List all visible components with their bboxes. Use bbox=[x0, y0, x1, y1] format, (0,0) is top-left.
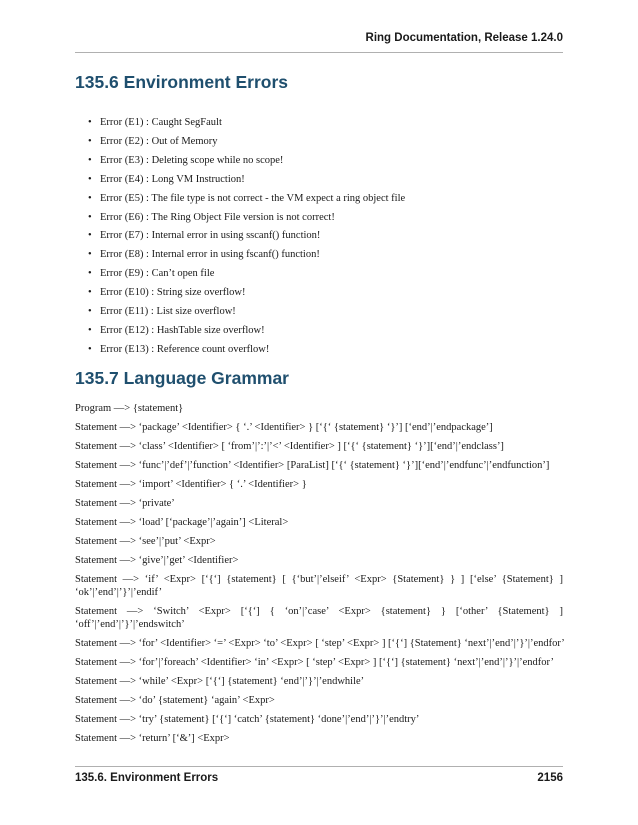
document-title: Ring Documentation, Release 1.24.0 bbox=[365, 32, 563, 44]
bullet-icon: • bbox=[88, 173, 92, 185]
list-item: • Error (E6) : The Ring Object File version is not correct! bbox=[75, 209, 405, 228]
list-item: • Error (E3) : Deleting scope while no scope! bbox=[75, 152, 405, 171]
page-number: 2156 bbox=[537, 772, 563, 784]
bullet-icon: • bbox=[88, 343, 92, 355]
environment-errors-list bbox=[75, 114, 405, 360]
list-item: • Error (E13) : Reference count overflow! bbox=[75, 341, 405, 360]
bullet-icon: • bbox=[88, 249, 92, 261]
grammar-rule: Statement —> ‘private’ bbox=[75, 498, 175, 509]
list-item: • Error (E9) : Can’t open file bbox=[75, 265, 405, 284]
bullet-icon: • bbox=[88, 230, 92, 242]
grammar-rule: Statement —> ‘func’|’def’|’function’ <Identifier> [ParaList] [‘{‘ {statement} ‘}’][‘end’|’endfunc’|’endfunction’] bbox=[75, 460, 550, 471]
section-heading-language-grammar: 135.7 Language Grammar bbox=[75, 368, 289, 388]
grammar-rule: Statement —> ‘while’ <Expr> [‘{‘] {statement} ‘end’|’}’|’endwhile’ bbox=[75, 676, 365, 687]
list-item: • Error (E8) : Internal error in using fscanf() function! bbox=[75, 246, 405, 265]
grammar-rule: Statement —> ‘Switch’ <Expr> [‘{‘] { ‘on’|’case’ <Expr> {statement} } [‘other’ {Statement} ] ‘off’|’end’|’}’|’endswitch’ bbox=[75, 606, 563, 630]
bullet-icon: • bbox=[88, 306, 92, 318]
grammar-rule: Statement —> ‘give’|’get’ <Identifier> bbox=[75, 555, 239, 566]
grammar-rule: Statement —> ‘do’ {statement} ‘again’ <Expr> bbox=[75, 695, 275, 706]
grammar-rule: Statement —> ‘import’ <Identifier> { ‘.’ <Identifier> } bbox=[75, 479, 307, 490]
bullet-icon: • bbox=[88, 117, 92, 128]
grammar-rule: Statement —> ‘see’|’put’ <Expr> bbox=[75, 536, 216, 547]
grammar-rules bbox=[75, 402, 563, 751]
bullet-icon: • bbox=[88, 135, 92, 147]
list-item: • Error (E5) : The file type is not correct - the VM expect a ring object file bbox=[75, 190, 405, 209]
bullet-icon: • bbox=[88, 211, 92, 223]
grammar-rule: Statement —> ‘for’|’foreach’ <Identifier> ‘in’ <Expr> [ ‘step’ <Expr> ] [‘{‘] {statement} ‘next’|’end’|’}’|’endfor’ bbox=[75, 657, 554, 668]
grammar-rule: Statement —> ‘package’ <Identifier> { ‘.’ <Identifier> } [‘{‘ {statement} ‘}’] [‘end’|’endpackage’] bbox=[75, 422, 493, 433]
grammar-rule: Statement —> ‘try’ {statement} [‘{‘] ‘catch’ {statement} ‘done’|’end’|’}’|’endtry’ bbox=[75, 714, 420, 725]
bullet-icon: • bbox=[88, 268, 92, 280]
bullet-icon: • bbox=[88, 324, 92, 336]
list-item: • Error (E4) : Long VM Instruction! bbox=[75, 171, 405, 190]
list-item: • Error (E2) : Out of Memory bbox=[75, 133, 405, 152]
list-item: • Error (E11) : List size overflow! bbox=[75, 303, 405, 322]
bullet-icon: • bbox=[88, 192, 92, 204]
grammar-rule: Statement —> ‘for’ <Identifier> ‘=’ <Expr> ‘to’ <Expr> [ ‘step’ <Expr> ] [‘{‘] {Statement} ‘next’|’end’|’}’|’endfor’ bbox=[75, 638, 565, 649]
grammar-rule: Statement —> ‘load’ [‘package’|’again’] <Literal> bbox=[75, 517, 289, 528]
list-item: • Error (E1) : Caught SegFault bbox=[75, 114, 405, 133]
list-item: • Error (E10) : String size overflow! bbox=[75, 284, 405, 303]
grammar-rule: Program —> {statement} bbox=[75, 403, 184, 414]
section-heading-environment-errors: 135.6 Environment Errors bbox=[75, 72, 288, 92]
page-footer bbox=[75, 766, 563, 790]
grammar-rule: Statement —> ‘return’ [‘&’] <Expr> bbox=[75, 733, 230, 744]
grammar-rule: Statement —> ‘if’ <Expr> [‘{‘] {statement} [ {‘but’|’elseif’ <Expr> {Statement} } ] [‘else’ {Statement} ] ‘ok’|’end’|’}’|’endif’ bbox=[75, 574, 563, 598]
grammar-rule: Statement —> ‘class’ <Identifier> [ ‘from’|’:’|’<’ <Identifier> ] [‘{‘ {statement} ‘}’][‘end’|’endclass’] bbox=[75, 441, 504, 452]
page-header bbox=[75, 30, 563, 50]
bullet-icon: • bbox=[88, 287, 92, 299]
bullet-icon: • bbox=[88, 154, 92, 166]
header-divider bbox=[75, 52, 563, 53]
list-item: • Error (E7) : Internal error in using sscanf() function! bbox=[75, 227, 405, 246]
footer-divider bbox=[75, 766, 563, 767]
footer-section-title: 135.6. Environment Errors bbox=[75, 772, 219, 784]
list-item: • Error (E12) : HashTable size overflow! bbox=[75, 322, 405, 341]
